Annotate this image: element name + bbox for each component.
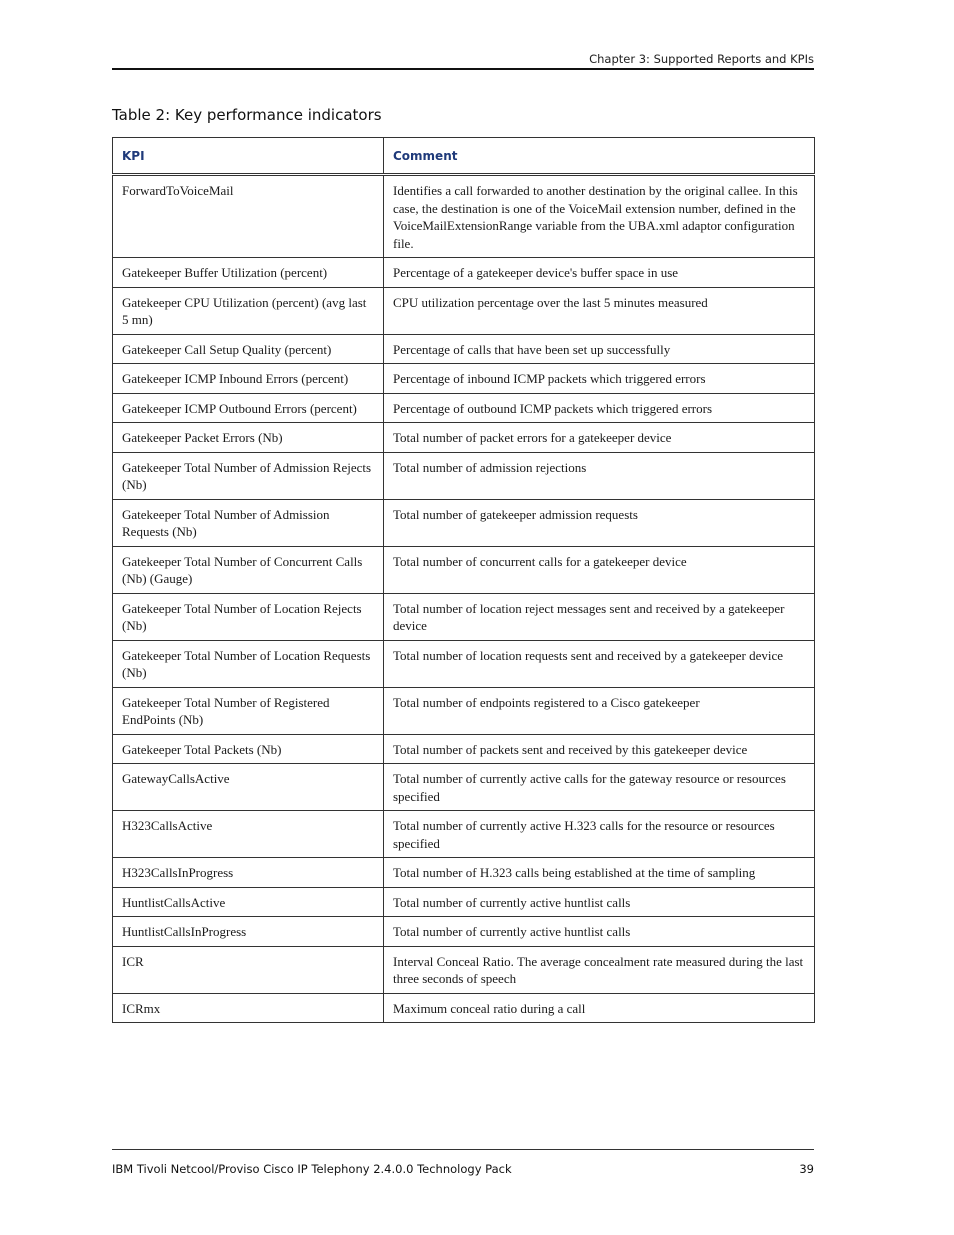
kpi-cell: Gatekeeper ICMP Outbound Errors (percent) xyxy=(113,393,384,423)
table-row xyxy=(113,993,815,1023)
kpi-cell: Gatekeeper Total Number of Location Requests (Nb) xyxy=(113,640,384,687)
comment-cell: Total number of currently active calls for the gateway resource or resources specified xyxy=(384,764,815,811)
comment-cell: Total number of currently active H.323 calls for the resource or resources specified xyxy=(384,811,815,858)
table-header-row xyxy=(113,138,815,175)
kpi-cell: H323CallsActive xyxy=(113,811,384,858)
table-row xyxy=(113,258,815,288)
comment-cell: Maximum conceal ratio during a call xyxy=(384,993,815,1023)
kpi-cell: ICRmx xyxy=(113,993,384,1023)
table-row xyxy=(113,734,815,764)
table-row xyxy=(113,175,815,258)
table-caption: Table 2: Key performance indicators xyxy=(112,106,382,124)
table-body xyxy=(113,175,815,1023)
table-row xyxy=(113,811,815,858)
table-row xyxy=(113,364,815,394)
kpi-cell: ForwardToVoiceMail xyxy=(113,175,384,258)
comment-cell: Total number of endpoints registered to a Cisco gatekeeper xyxy=(384,687,815,734)
kpi-cell: Gatekeeper Total Packets (Nb) xyxy=(113,734,384,764)
table-row xyxy=(113,687,815,734)
comment-cell: Interval Conceal Ratio. The average concealment rate measured during the last three seconds of speech xyxy=(384,946,815,993)
kpi-cell: Gatekeeper Total Number of Concurrent Calls (Nb) (Gauge) xyxy=(113,546,384,593)
kpi-cell: Gatekeeper Total Number of Admission Rejects (Nb) xyxy=(113,452,384,499)
kpi-cell: Gatekeeper Buffer Utilization (percent) xyxy=(113,258,384,288)
comment-cell: Percentage of calls that have been set up successfully xyxy=(384,334,815,364)
comment-cell: Total number of admission rejections xyxy=(384,452,815,499)
kpi-cell: Gatekeeper Total Number of Registered EndPoints (Nb) xyxy=(113,687,384,734)
comment-cell: CPU utilization percentage over the last 5 minutes measured xyxy=(384,287,815,334)
kpi-cell: GatewayCallsActive xyxy=(113,764,384,811)
header-rule xyxy=(112,68,814,70)
kpi-cell: Gatekeeper Packet Errors (Nb) xyxy=(113,423,384,453)
comment-cell: Total number of location requests sent and received by a gatekeeper device xyxy=(384,640,815,687)
table-row xyxy=(113,423,815,453)
comment-cell: Total number of concurrent calls for a gatekeeper device xyxy=(384,546,815,593)
comment-cell: Percentage of inbound ICMP packets which triggered errors xyxy=(384,364,815,394)
column-header-kpi: KPI xyxy=(113,138,384,175)
page-number: 39 xyxy=(799,1162,814,1176)
table-row xyxy=(113,287,815,334)
table-row xyxy=(113,452,815,499)
comment-cell: Total number of currently active huntlist calls xyxy=(384,917,815,947)
table-row xyxy=(113,334,815,364)
comment-cell: Percentage of a gatekeeper device's buffer space in use xyxy=(384,258,815,288)
kpi-cell: Gatekeeper Total Number of Admission Requests (Nb) xyxy=(113,499,384,546)
table-row xyxy=(113,917,815,947)
running-header-chapter: Chapter 3: Supported Reports and KPIs xyxy=(589,52,814,66)
comment-cell: Identifies a call forwarded to another destination by the original callee. In this case, the destination is one of the VoiceMail extension number, defined in the VoiceMailExtensionRange variable from the UBA.xml adaptor configuration file. xyxy=(384,175,815,258)
kpi-cell: H323CallsInProgress xyxy=(113,858,384,888)
kpi-cell: Gatekeeper ICMP Inbound Errors (percent) xyxy=(113,364,384,394)
comment-cell: Total number of packet errors for a gatekeeper device xyxy=(384,423,815,453)
table-row xyxy=(113,546,815,593)
table-row xyxy=(113,593,815,640)
table-row xyxy=(113,764,815,811)
comment-cell: Total number of gatekeeper admission requests xyxy=(384,499,815,546)
kpi-cell: HuntlistCallsInProgress xyxy=(113,917,384,947)
comment-cell: Percentage of outbound ICMP packets which triggered errors xyxy=(384,393,815,423)
kpi-cell: HuntlistCallsActive xyxy=(113,887,384,917)
kpi-cell: ICR xyxy=(113,946,384,993)
kpi-cell: Gatekeeper Call Setup Quality (percent) xyxy=(113,334,384,364)
comment-cell: Total number of H.323 calls being established at the time of sampling xyxy=(384,858,815,888)
comment-cell: Total number of location reject messages sent and received by a gatekeeper device xyxy=(384,593,815,640)
table-row xyxy=(113,858,815,888)
table-row xyxy=(113,640,815,687)
table-row xyxy=(113,946,815,993)
kpi-cell: Gatekeeper Total Number of Location Rejects (Nb) xyxy=(113,593,384,640)
comment-cell: Total number of currently active huntlist calls xyxy=(384,887,815,917)
kpi-table xyxy=(112,137,815,1023)
table-row xyxy=(113,499,815,546)
table-row xyxy=(113,393,815,423)
comment-cell: Total number of packets sent and received by this gatekeeper device xyxy=(384,734,815,764)
kpi-cell: Gatekeeper CPU Utilization (percent) (avg last 5 mn) xyxy=(113,287,384,334)
column-header-comment: Comment xyxy=(384,138,815,175)
table-row xyxy=(113,887,815,917)
footer-rule xyxy=(112,1149,814,1150)
footer-title: IBM Tivoli Netcool/Proviso Cisco IP Telephony 2.4.0.0 Technology Pack xyxy=(112,1162,512,1176)
